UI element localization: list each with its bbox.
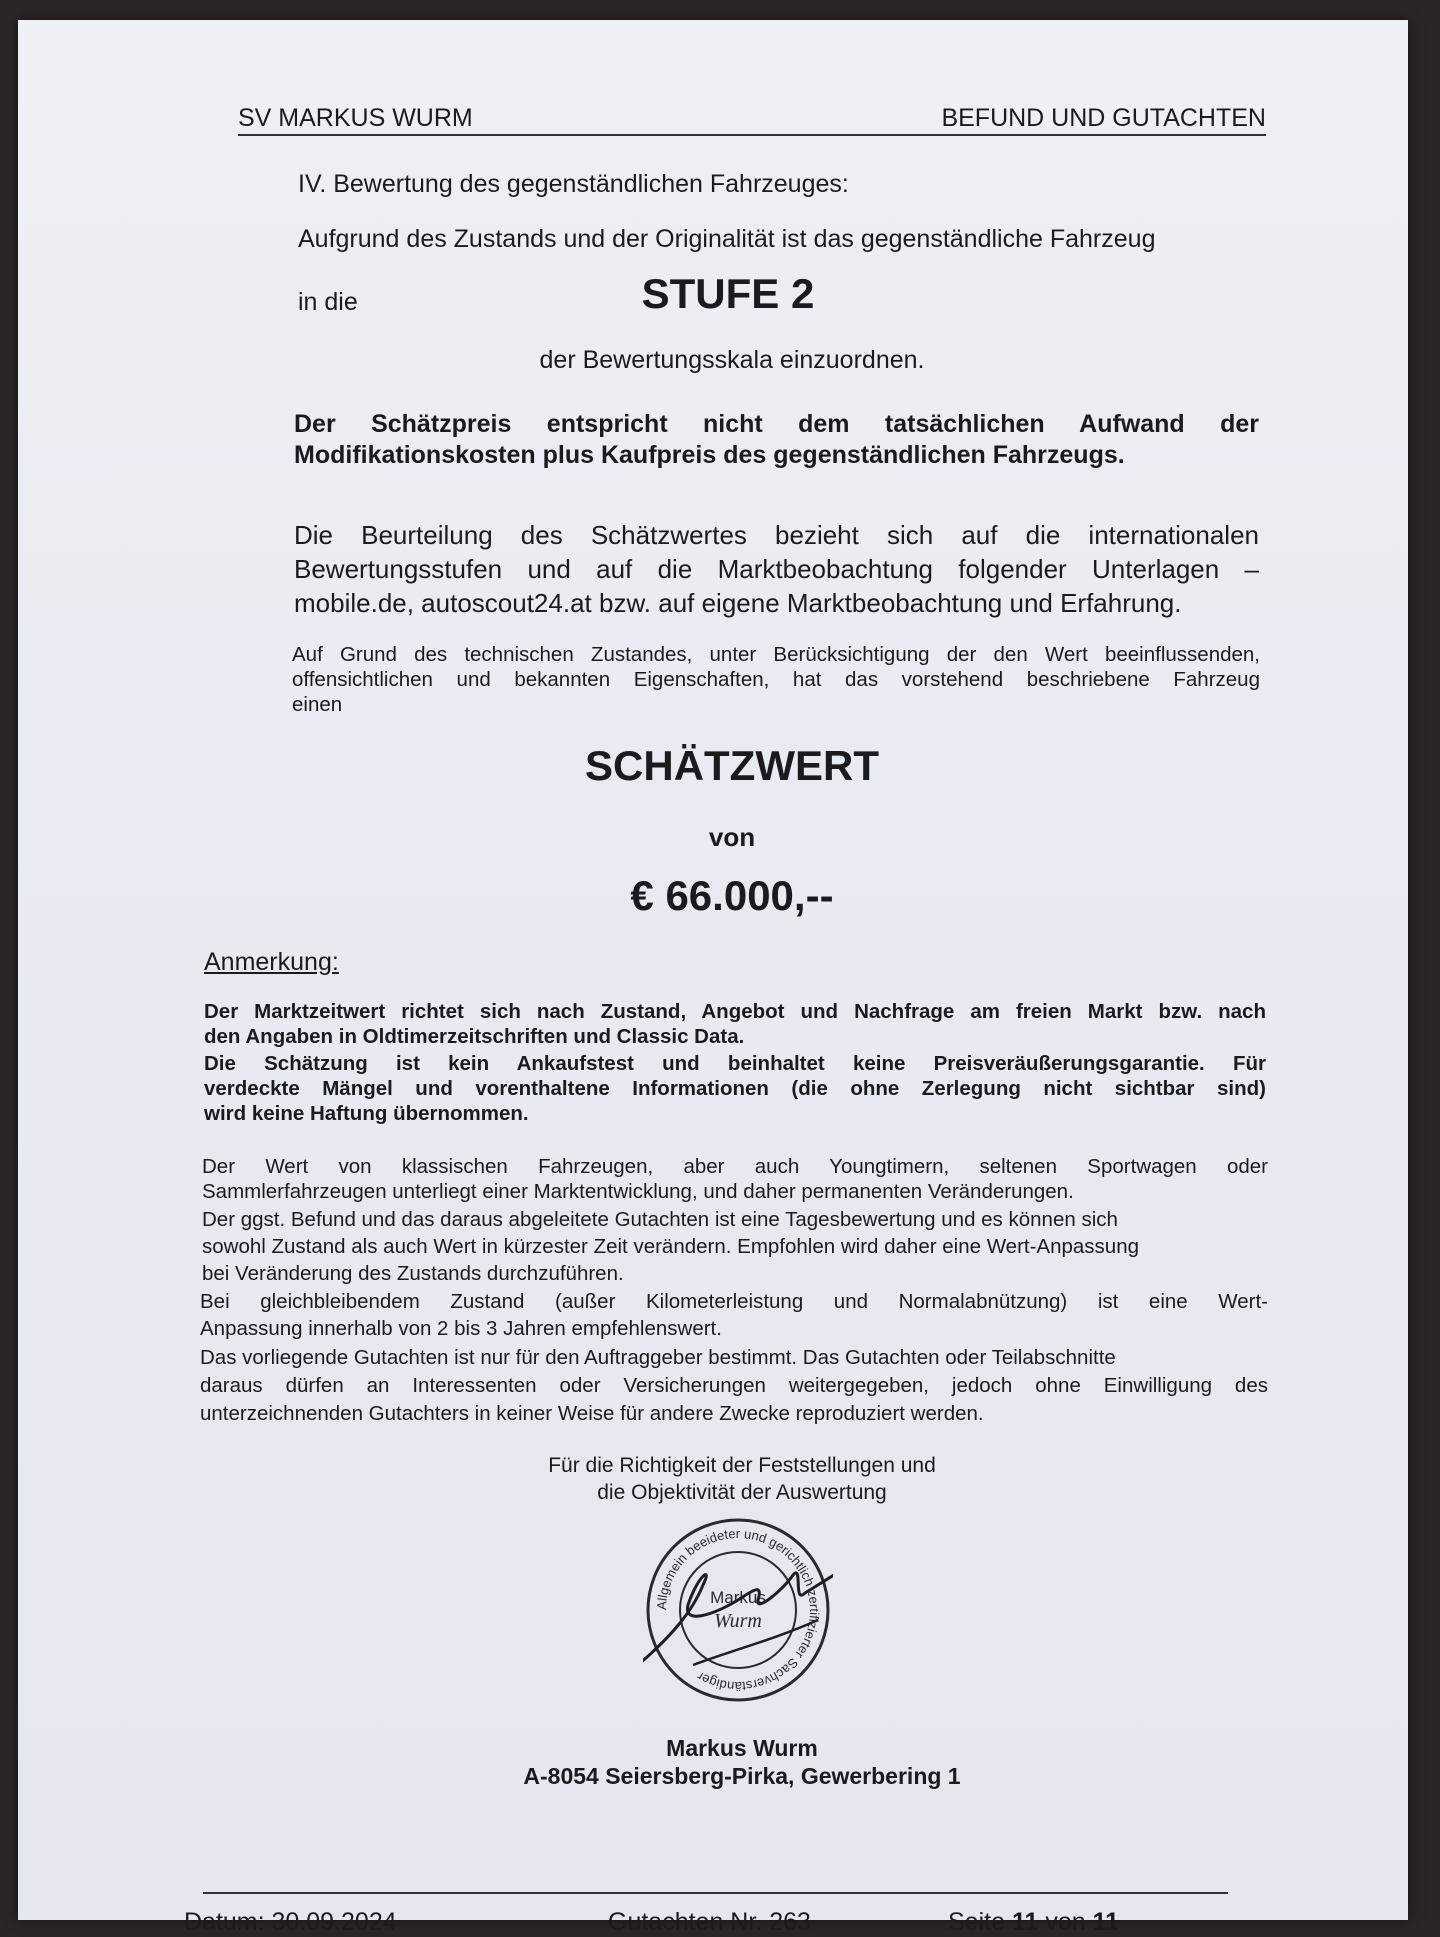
remark-bold-2-line-3: wird keine Haftung übernommen. bbox=[204, 1102, 529, 1125]
remark-text-line-8: Das vorliegende Gutachten ist nur für den Auftraggeber bestimmt. Das Gutachten oder Teilabschnitte bbox=[200, 1346, 1116, 1369]
footer-page-number bbox=[948, 1908, 1119, 1937]
remark-bold-1-line-2: den Angaben in Oldtimerzeitschriften und Classic Data. bbox=[204, 1025, 745, 1048]
remark-text-line-3: Der ggst. Befund und das daraus abgeleitete Gutachten ist eine Tagesbewertung und es können sich bbox=[202, 1208, 1118, 1231]
stufe-rating: STUFE 2 bbox=[641, 270, 815, 317]
assessment-basis-line-1: Die Beurteilung des Schätzwertes bezieht sich auf die internationalen bbox=[294, 520, 1259, 550]
footer-report-number: Gutachten Nr. 263 bbox=[608, 1908, 811, 1936]
assessment-line: Aufgrund des Zustands und der Originalität ist das gegenständliche Fahrzeug bbox=[298, 225, 1156, 253]
seal-center-text: Markus bbox=[710, 1588, 766, 1607]
signatory-address: A-8054 Seiersberg-Pirka, Gewerbering 1 bbox=[523, 1763, 961, 1789]
condition-note-line-3: einen bbox=[292, 693, 343, 716]
closing-line-2: die Objektivität der Auswertung bbox=[597, 1481, 887, 1504]
valuation-von: von bbox=[708, 822, 756, 852]
signatory-name: Markus Wurm bbox=[666, 1735, 818, 1761]
document-page bbox=[18, 20, 1408, 1936]
page-header bbox=[238, 104, 1266, 136]
in-die-label: in die bbox=[298, 288, 358, 316]
seal-ring-text: Allgemein beeideter und gerichtlich zertifizierter Sachverständiger bbox=[653, 1525, 823, 1695]
footer-page-current: 11 bbox=[1011, 1908, 1039, 1936]
footer-page-total: 11 bbox=[1092, 1908, 1120, 1936]
condition-note-line-1: Auf Grund des technischen Zustandes, unter Berücksichtigung der den Wert beeinflussenden, bbox=[292, 643, 1260, 666]
remark-text-line-7: Anpassung innerhalb von 2 bis 3 Jahren empfehlenswert. bbox=[200, 1317, 722, 1340]
remark-title: Anmerkung: bbox=[204, 948, 339, 976]
remark-text-line-6: Bei gleichbleibendem Zustand (außer Kilometerleistung und Normalabnützung) ist eine Wert- bbox=[200, 1290, 1268, 1313]
scale-line: der Bewertungsskala einzuordnen. bbox=[539, 346, 925, 374]
assessment-basis-line-3: mobile.de, autoscout24.at bzw. auf eigene Marktbeobachtung und Erfahrung. bbox=[294, 588, 1182, 618]
footer-page-prefix: Seite bbox=[948, 1908, 1012, 1936]
expert-seal bbox=[643, 1515, 833, 1705]
remark-bold-1-line-1: Der Marktzeitwert richtet sich nach Zustand, Angebot und Nachfrage am freien Markt bzw. nach bbox=[204, 1000, 1266, 1023]
remark-bold-2-line-1: Die Schätzung ist kein Ankaufstest und beinhaltet keine Preisveräußerungsgarantie. Für bbox=[204, 1052, 1266, 1075]
valuation-label: SCHÄTZWERT bbox=[585, 742, 879, 789]
remark-text-line-2: Sammlerfahrzeugen unterliegt einer Marktentwicklung, und daher permanenten Veränderungen. bbox=[202, 1180, 1074, 1203]
header-doc-type: BEFUND UND GUTACHTEN bbox=[941, 104, 1266, 132]
footer-rule bbox=[203, 1892, 1228, 1894]
remark-text-line-10: unterzeichnenden Gutachters in keiner Weise für andere Zwecke reproduziert werden. bbox=[200, 1402, 984, 1425]
remark-text-line-1: Der Wert von klassischen Fahrzeugen, aber auch Youngtimern, seltenen Sportwagen oder bbox=[202, 1155, 1268, 1178]
valuation-amount: € 66.000,-- bbox=[630, 872, 834, 919]
condition-note-line-2: offensichtlichen und bekannten Eigenschaften, hat das vorstehend beschriebene Fahrzeug bbox=[292, 668, 1260, 691]
section-title: IV. Bewertung des gegenständlichen Fahrzeuges: bbox=[298, 170, 849, 198]
remark-text-line-9: daraus dürfen an Interessenten oder Versicherungen weitergegeben, jedoch ohne Einwilligung des bbox=[200, 1374, 1268, 1397]
closing-line-1: Für die Richtigkeit der Feststellungen und bbox=[548, 1454, 936, 1477]
seal-signature-text: Wurm bbox=[714, 1610, 762, 1632]
bold-statement-line-2: Modifikationskosten plus Kaufpreis des gegenständlichen Fahrzeugs. bbox=[294, 441, 1125, 469]
remark-text-line-5: bei Veränderung des Zustands durchzuführen. bbox=[202, 1262, 624, 1285]
assessment-basis-line-2: Bewertungsstufen und auf die Marktbeobachtung folgender Unterlagen – bbox=[294, 554, 1259, 584]
remark-text-line-4: sowohl Zustand als auch Wert in kürzester Zeit verändern. Empfohlen wird daher eine Wert-Anpassung bbox=[202, 1235, 1140, 1258]
bold-statement-line-1: Der Schätzpreis entspricht nicht dem tatsächlichen Aufwand der bbox=[294, 410, 1259, 438]
footer-date: Datum: 30.09.2024 bbox=[184, 1908, 397, 1936]
footer-page-mid: von bbox=[1038, 1908, 1093, 1936]
remark-bold-2-line-2: verdeckte Mängel und vorenthaltene Informationen (die ohne Zerlegung nicht sichtbar sind) bbox=[204, 1077, 1266, 1100]
header-expert-name: SV MARKUS WURM bbox=[238, 104, 473, 132]
